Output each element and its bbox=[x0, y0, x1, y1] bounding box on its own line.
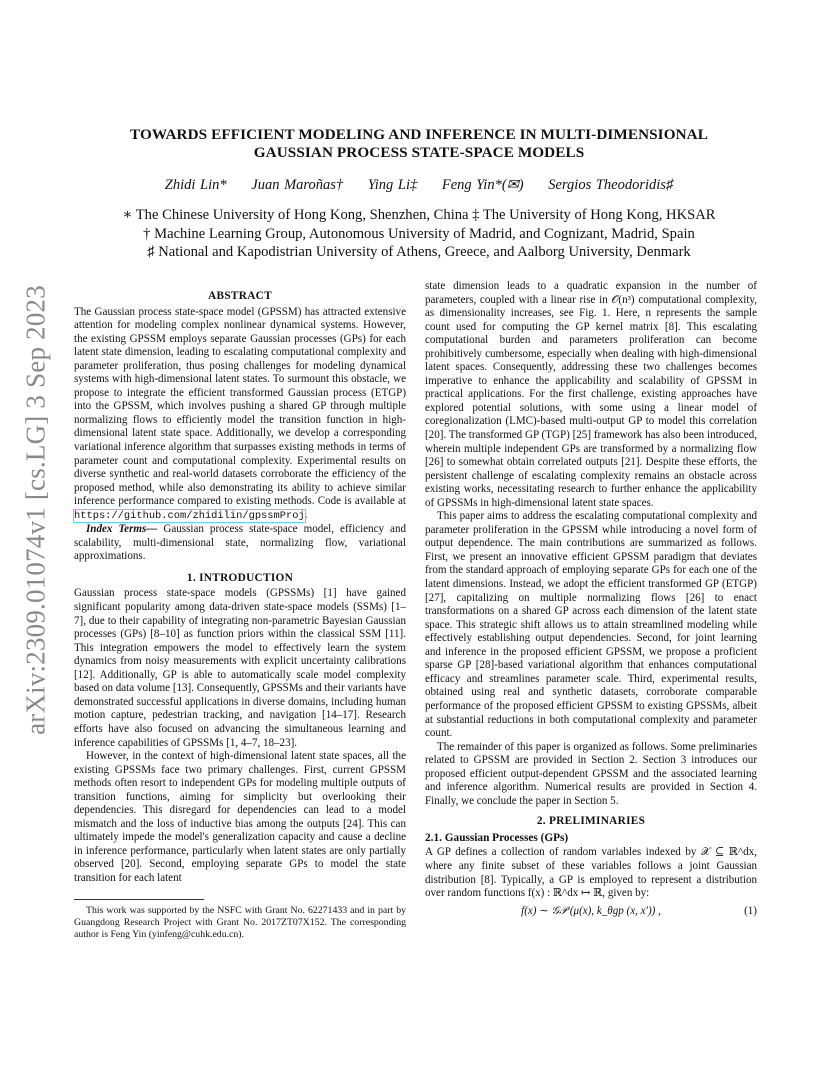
affiliation: ∗ The Chinese University of Hong Kong, Shenzhen, China ‡ The University of Hong Kong, HKSAR bbox=[122, 207, 716, 223]
abstract-body: The Gaussian process state-space model (GPSSM) has attracted extensive attention for modeling complex nonlinear dynamical systems. However, the existing GPSSM employs separate Gaussian processes (GPs) for each latent state dimension, leading to escalating computational complexity and parameter proliferation, thus posing challenges for modeling dynamical systems with high-dimensional latent states. To surmount this obstacle, we propose to integrate the efficient transformed Gaussian process (ETGP) into the GPSSM, which involves pushing a shared GP through multiple normalizing flows to efficiently model the transition function in high-dimensional latent state space. Additionally, we develop a corresponding variational inference algorithm that surpasses existing methods in terms of parameter count and computational complexity. Experimental results on diverse synthetic and real-world datasets corroborate the efficiency of the proposed method, while also demonstrating its ability to achieve similar inference performance compared to existing methods. Code is available at bbox=[74, 305, 406, 508]
paper-title bbox=[74, 126, 764, 162]
intro-paragraph-2: However, in the context of high-dimensional latent state spaces, all the existing GPSSMs face two primary challenges. First, current GPSSM methods often resort to independent GPs for modeling multiple outputs of transition functions, aiming for simplicity but overlooking their dependencies. This disregard for dependencies can lead to a model mismatch and the loss of inductive bias among the outputs [24]. This can ultimately impede the model's generalization capacity and cause a decline in inference performance, particularly when latent states are only partially observed [20]. Second, employing separate GPs to model the state transition for each latent bbox=[74, 750, 406, 884]
affiliation: ♯ National and Kapodistrian University of Athens, Greece, and Aalborg University, Denmark bbox=[147, 244, 691, 260]
intro-heading: 1. INTRODUCTION bbox=[186, 571, 294, 584]
arxiv-identifier-sidebar bbox=[18, 285, 54, 735]
index-terms-label: Index Terms— bbox=[86, 523, 158, 536]
author: Juan Maroñas† bbox=[251, 177, 344, 193]
title-line-2: GAUSSIAN PROCESS STATE-SPACE MODELS bbox=[253, 144, 585, 161]
code-link[interactable]: https://github.com/zhidilin/gpssmProj bbox=[74, 509, 305, 522]
footnote-rule bbox=[74, 899, 204, 900]
author: Feng Yin*(✉) bbox=[441, 177, 524, 193]
right-paragraph-2: This paper aims to address the escalating computational complexity and parameter proliferation in the GPSSM while introducing a novel form of output dependence. The main contributions are summarized as follows. First, we present an innovative efficient GPSSM paradigm that deviates from the standard approach of employing separate GPs for each one of the latent dimensions. Instead, we adopt the efficient transformed GP (ETGP) [27], capitalizing on multiple normalizing flows [26] to enact transformations on a shared GP across each dimension of the latent state space. This strategic shift allows us to attain streamlined modeling while effectively establishing output dependencies. Second, for joint learning and inference in the proposed efficient GPSSM, we propose a proficient sparse GP [28]-based variational algorithm that enhances computational efficacy and streamlines parameter scale. Third, experimental results, obtained using real and synthetic datasets, corroborate comparable performance of the proposed efficient GPSSM to existing GPSSMs, albeit at substantial reductions in both computational complexity and parameter count. bbox=[425, 510, 757, 740]
author: Zhidi Lin* bbox=[164, 177, 227, 193]
equation-body: f(x) ∼ 𝒢𝒫 (μ(x), k_θgp (x, x′)) , bbox=[521, 904, 661, 917]
left-column bbox=[74, 286, 406, 941]
gp-paragraph: A GP defines a collection of random variables indexed by 𝒳 ⊆ ℝ^dx, where any finite subset of these variables follows a joint Gaussian distribution [8]. Typically, a GP is employed to represent a distribution over random functions f(x) : ℝ^dx ↦ ℝ, given by: bbox=[425, 846, 757, 900]
index-terms bbox=[74, 523, 406, 564]
intro-paragraph-1: Gaussian process state-space models (GPSSMs) [1] have gained significant popularity among data-driven state-space models (SSMs) [1–7], due to their capability of integrating non-parametric Bayesian Gaussian processes (GPs) [8–10] as function priors within the classical SSM [11]. This integration empowers the model to effectively learn the system dynamics from noisy measurements with explicit uncertainty calibrations [12]. Additionally, GP is able to automatically scale model complexity based on data volume [13]. Consequently, GPSSMs and their variants have demonstrated successful applications in diverse domains, including human motion capture, pedestrian tracking, and navigation [14–17]. Research efforts have also focused on advancing the simultaneous learning and inference capabilities of GPSSMs [1, 4–7, 18–23]. bbox=[74, 587, 406, 749]
index-terms-text: Gaussian process state-space model, efficiency and scalability, multi-dimensional state, normalizing flow, variational approximations. bbox=[74, 523, 407, 563]
author: Ying Li‡ bbox=[367, 177, 418, 193]
title-line-1: TOWARDS EFFICIENT MODELING AND INFERENCE IN MULTI-DIMENSIONAL bbox=[130, 126, 708, 143]
right-paragraph-1: state dimension leads to a quadratic expansion in the number of parameters, coupled with a linear rise in 𝒪(n³) computational complexity, as dimensionality increases, see Fig. 1. Here, n represents the sample count used for computing the GP kernel matrix [8]. This escalating computational burden and parameters proliferation can become prohibitively cumbersome, especially when dealing with high-dimensional latent spaces. Consequently, addressing these two challenges becomes imperative to enhance the applicability and scalability of GPSSM in practical applications. For the first challenge, existing approaches have explored potential solutions, with some using a linear model of coregionalization (LMC)-based multi-output GP to model this correlation [20]. The transformed GP (TGP) [25] framework has also been introduced, wherein multiple independent GPs are transformed by a normalizing flow [26] to somewhat obtain correlated outputs [21]. Despite these efforts, the persistent challenge of escalating complexity remains an obstacle across existing works, necessitating research to further enhance the applicability of GPSSMs in high-dimensional latent state spaces. bbox=[425, 280, 757, 509]
abstract-end: . bbox=[304, 508, 308, 521]
equation-number: (1) bbox=[744, 904, 757, 917]
arxiv-id: arXiv:2309.01074v1 [cs.LG] 3 Sep 2023 bbox=[20, 285, 51, 735]
abstract-heading: ABSTRACT bbox=[208, 290, 272, 302]
gp-subheading: 2.1. Gaussian Processes (GPs) bbox=[425, 831, 569, 844]
equation-1 bbox=[425, 905, 757, 919]
right-column bbox=[425, 280, 757, 922]
abstract-text bbox=[74, 306, 406, 524]
footnote: This work was supported by the NSFC with Grant No. 62271433 and in part by Guangdong Research Project with Grant No. 2017ZT07X152. The corresponding author is Feng Yin (yinfeng@cuhk.edu.cn). bbox=[74, 904, 406, 940]
affiliation-list bbox=[74, 206, 764, 262]
right-paragraph-3: The remainder of this paper is organized as follows. Some preliminaries related to GPSSM are provided in Section 2. Section 3 introduces our proposed efficient output-dependent GPSSM and the associated learning and inference algorithm. Numerical results are provided in Section 4. Finally, we conclude the paper in Section 5. bbox=[425, 740, 757, 807]
affiliation: † Machine Learning Group, Autonomous University of Madrid, and Cognizant, Madrid, Spain bbox=[143, 225, 695, 242]
author: Sergios Theodoridis♯ bbox=[548, 177, 674, 193]
preliminaries-heading: 2. PRELIMINARIES bbox=[536, 815, 646, 828]
author-list bbox=[74, 176, 764, 194]
